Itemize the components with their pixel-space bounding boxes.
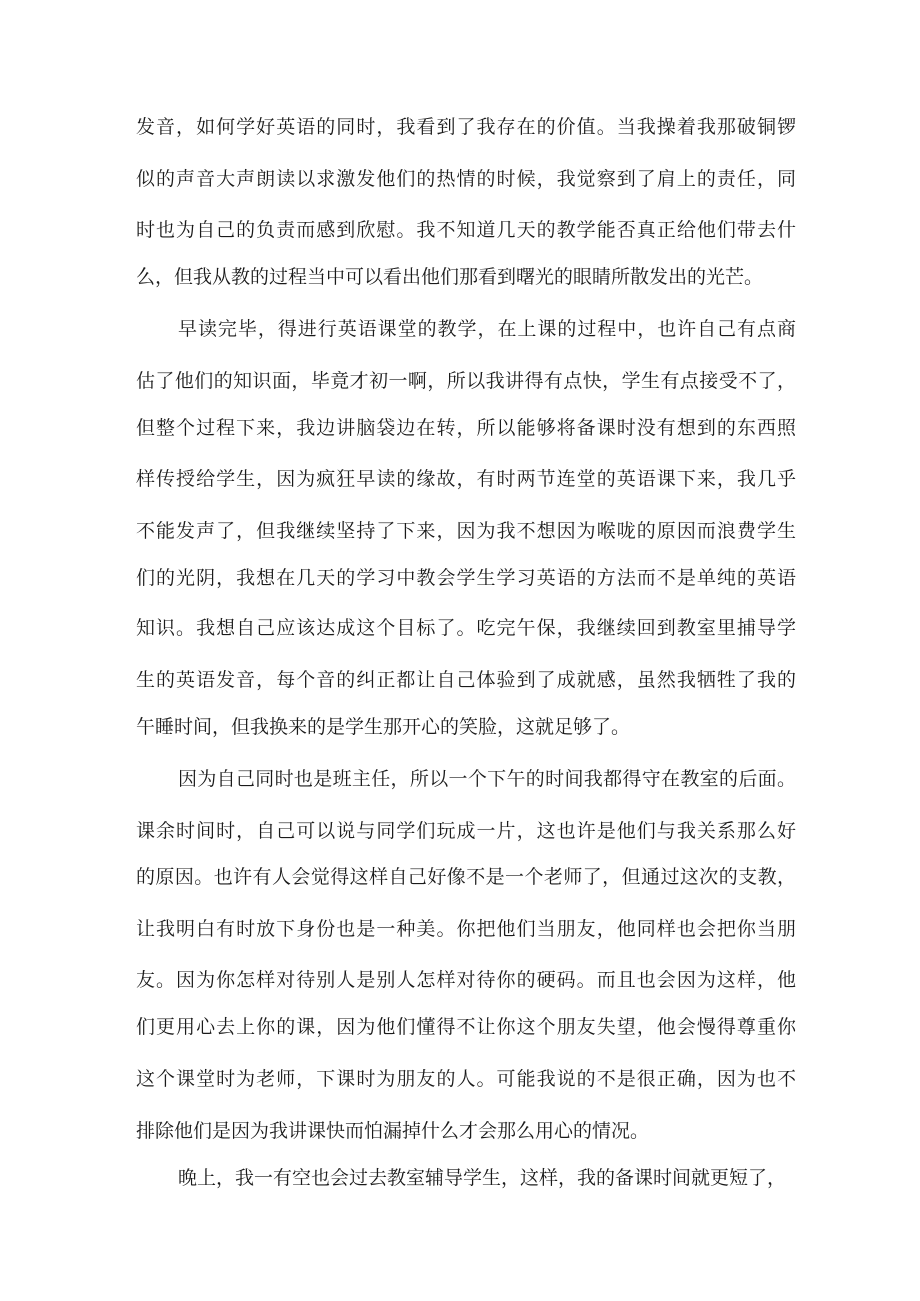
- paragraph-first-line: 因为自己同时也是班主任，所以一个下午的时间我都得守在教室的后面。: [178, 768, 796, 790]
- text-line: 似的声音大声朗读以求激发他们的热情的时候，我觉察到了肩上的责任，同: [136, 168, 796, 190]
- text-line: 知识。我想自己应该达成这个目标了。吃完午保，我继续回到教室里捕导学: [136, 617, 796, 639]
- text-line: 但整个过程下来，我边讲脑袋边在转，所以能够将备课时没有想到的东西照: [136, 417, 796, 439]
- text-line: 午睡时间，但我换来的是学生那开心的笑脸，这就足够了。: [136, 716, 631, 738]
- text-line: 么，但我从教的过程当中可以看出他们那看到曙光的眼睛所散发出的光芒。: [136, 266, 764, 288]
- text-line: 排除他们是因为我讲课快而怕漏掉什么才会那么用心的情况。: [136, 1120, 650, 1142]
- text-line: 生的英语发音，每个音的纠正都让自己体验到了成就感，虽然我牺牲了我的: [136, 669, 796, 691]
- text-line: 样传授给学生，因为疯狂早读的缘故，有时两节连堂的英语课下来，我几乎: [136, 468, 796, 490]
- text-line: 这个课堂时为老师，下课时为朋友的人。可能我说的不是很正确，因为也不: [136, 1068, 796, 1090]
- text-line: 估了他们的知识面，毕竟才初一啊，所以我讲得有点快，学生有点接受不了，: [136, 370, 796, 392]
- text-line: 课余时间时，自己可以说与同学们玩成一片，这也许是他们与我关系那么好: [136, 820, 796, 842]
- text-line: 让我明白有时放下身份也是一种美。你把他们当朋友，他同样也会把你当朋: [136, 918, 796, 940]
- text-line: 不能发声了，但我继续坚持了下来，因为我不想因为喉咙的原因而浪费学生: [136, 520, 796, 542]
- text-line: 们更用心去上你的课，因为他们懂得不让你这个朋友失望，他会慢得尊重你: [136, 1016, 796, 1038]
- paragraph-first-line: 晚上，我一有空也会过去教室辅导学生，这样，我的备课时间就更短了，: [178, 1167, 787, 1189]
- text-line: 时也为自己的负责而感到欣慰。我不知道几天的教学能否真正给他们带去什: [136, 219, 796, 241]
- text-line: 发音，如何学好英语的同时，我看到了我存在的价值。当我操着我那破铜锣: [136, 116, 796, 138]
- text-line: 友。因为你怎样对待别人是别人怎样对待你的硬码。而且也会因为这样，他: [136, 969, 796, 991]
- paragraph-first-line: 早读完毕，得进行英语课堂的教学，在上课的过程中，也许自己有点商: [178, 318, 796, 340]
- text-line: 们的光阴，我想在几天的学习中教会学生学习英语的方法而不是单纯的英语: [136, 567, 796, 589]
- text-line: 的原因。也许有人会觉得这样自己好像不是一个老师了，但通过这次的支教，: [136, 866, 796, 888]
